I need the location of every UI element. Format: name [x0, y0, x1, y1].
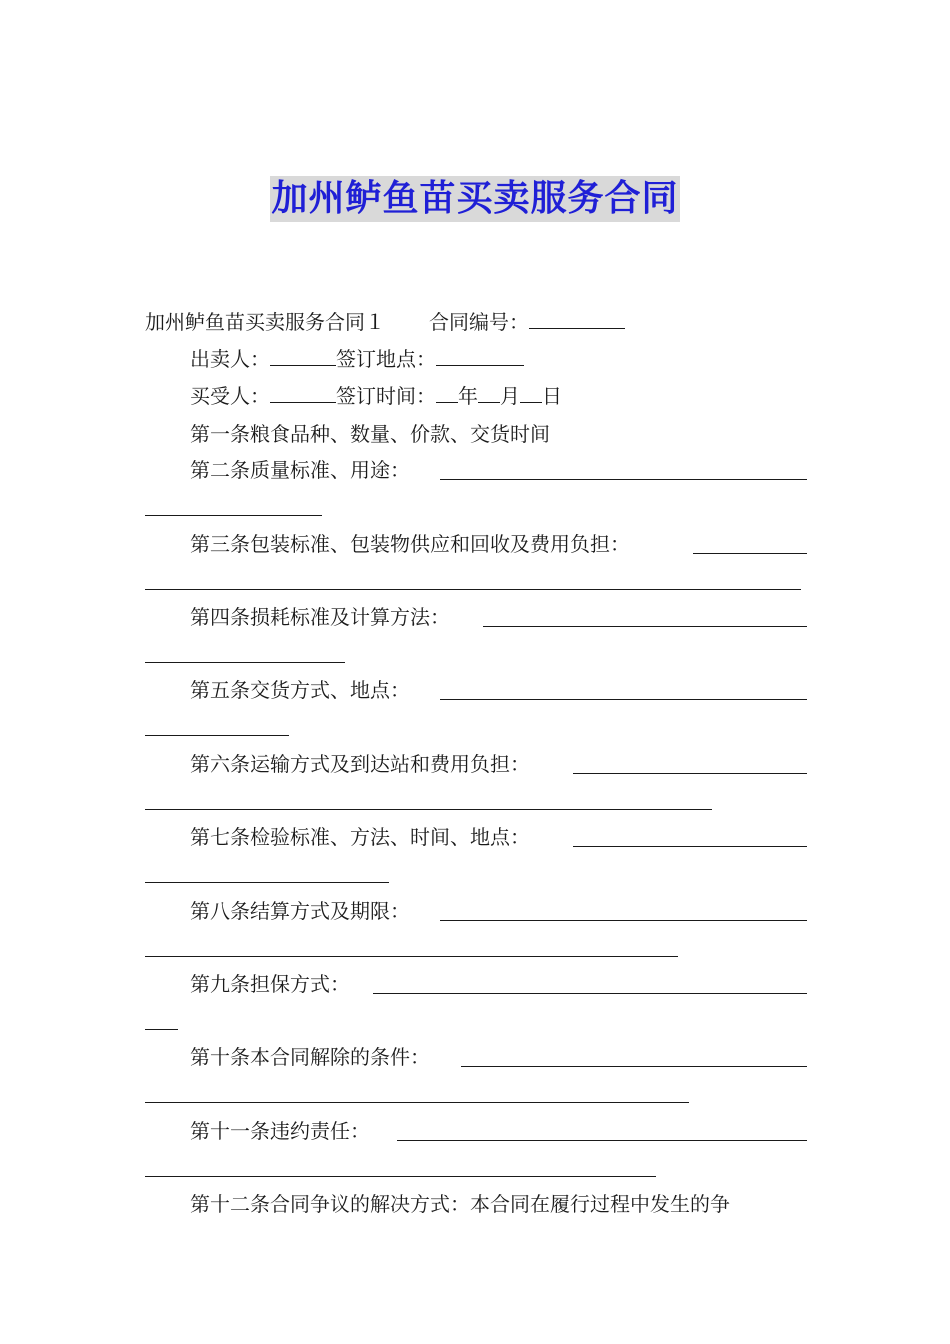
clause-6-blank	[573, 773, 807, 774]
clause-9	[190, 970, 350, 998]
clause-2-blank-cont	[145, 515, 322, 516]
clause-5-text: 第五条交货方式、地点：	[190, 678, 410, 702]
clause-7-blank-cont	[145, 882, 389, 883]
clause-1-text: 第一条粮食品种、数量、价款、交货时间	[190, 422, 550, 446]
contract-no-label: 合同编号：	[429, 310, 529, 334]
clause-9-text: 第九条担保方式：	[190, 972, 350, 996]
clause-9-blank-cont	[145, 1029, 178, 1030]
seller-line	[190, 345, 524, 373]
clause-7-blank	[573, 846, 807, 847]
clause-2	[190, 456, 410, 484]
clause-10	[190, 1043, 430, 1071]
seller-blank	[270, 345, 336, 366]
clause-3	[190, 530, 630, 558]
month-blank	[478, 382, 500, 403]
document-title-wrap	[0, 176, 950, 222]
clause-8-text: 第八条结算方式及期限：	[190, 899, 410, 923]
clause-11-blank	[397, 1140, 807, 1141]
clause-5	[190, 676, 410, 704]
contract-name: 加州鲈鱼苗买卖服务合同１	[145, 310, 385, 334]
document-title: 加州鲈鱼苗买卖服务合同	[270, 176, 679, 222]
clause-4-blank	[483, 626, 807, 627]
buyer-blank	[270, 382, 336, 403]
clause-2-text: 第二条质量标准、用途：	[190, 458, 410, 482]
buyer-label: 买受人：	[190, 384, 270, 408]
month-label: 月	[500, 384, 520, 408]
clause-7-text: 第七条检验标准、方法、时间、地点：	[190, 825, 530, 849]
clause-12	[190, 1190, 730, 1218]
clause-10-blank	[461, 1066, 807, 1067]
clause-9-blank	[373, 993, 807, 994]
clause-11-blank-cont	[145, 1176, 656, 1177]
day-blank	[520, 382, 542, 403]
clause-5-blank-cont	[145, 735, 289, 736]
day-label: 日	[542, 384, 562, 408]
year-label: 年	[458, 384, 478, 408]
contract-no-blank	[529, 308, 625, 329]
clause-8-blank	[440, 920, 807, 921]
clause-11-text: 第十一条违约责任：	[190, 1119, 370, 1143]
header-line	[145, 308, 625, 336]
clause-8	[190, 897, 410, 925]
clause-10-text: 第十条本合同解除的条件：	[190, 1045, 430, 1069]
clause-4-text: 第四条损耗标准及计算方法：	[190, 605, 450, 629]
clause-12-text: 第十二条合同争议的解决方式：本合同在履行过程中发生的争	[190, 1192, 730, 1216]
sign-place-blank	[436, 345, 524, 366]
clause-5-blank	[440, 699, 807, 700]
seller-label: 出卖人：	[190, 347, 270, 371]
clause-3-text: 第三条包装标准、包装物供应和回收及费用负担：	[190, 532, 630, 556]
clause-6-blank-cont	[145, 809, 712, 810]
buyer-line	[190, 382, 562, 410]
clause-6-text: 第六条运输方式及到达站和费用负担：	[190, 752, 530, 776]
clause-11	[190, 1117, 370, 1145]
sign-place-label: 签订地点：	[336, 347, 436, 371]
clause-1	[190, 420, 550, 448]
clause-10-blank-cont	[145, 1102, 689, 1103]
clause-4	[190, 603, 450, 631]
year-blank	[436, 382, 458, 403]
clause-2-blank	[440, 479, 807, 480]
clause-3-blank-cont	[145, 589, 801, 590]
clause-4-blank-cont	[145, 662, 345, 663]
clause-6	[190, 750, 530, 778]
clause-8-blank-cont	[145, 956, 678, 957]
sign-time-label: 签订时间：	[336, 384, 436, 408]
clause-3-blank	[693, 553, 807, 554]
clause-7	[190, 823, 530, 851]
